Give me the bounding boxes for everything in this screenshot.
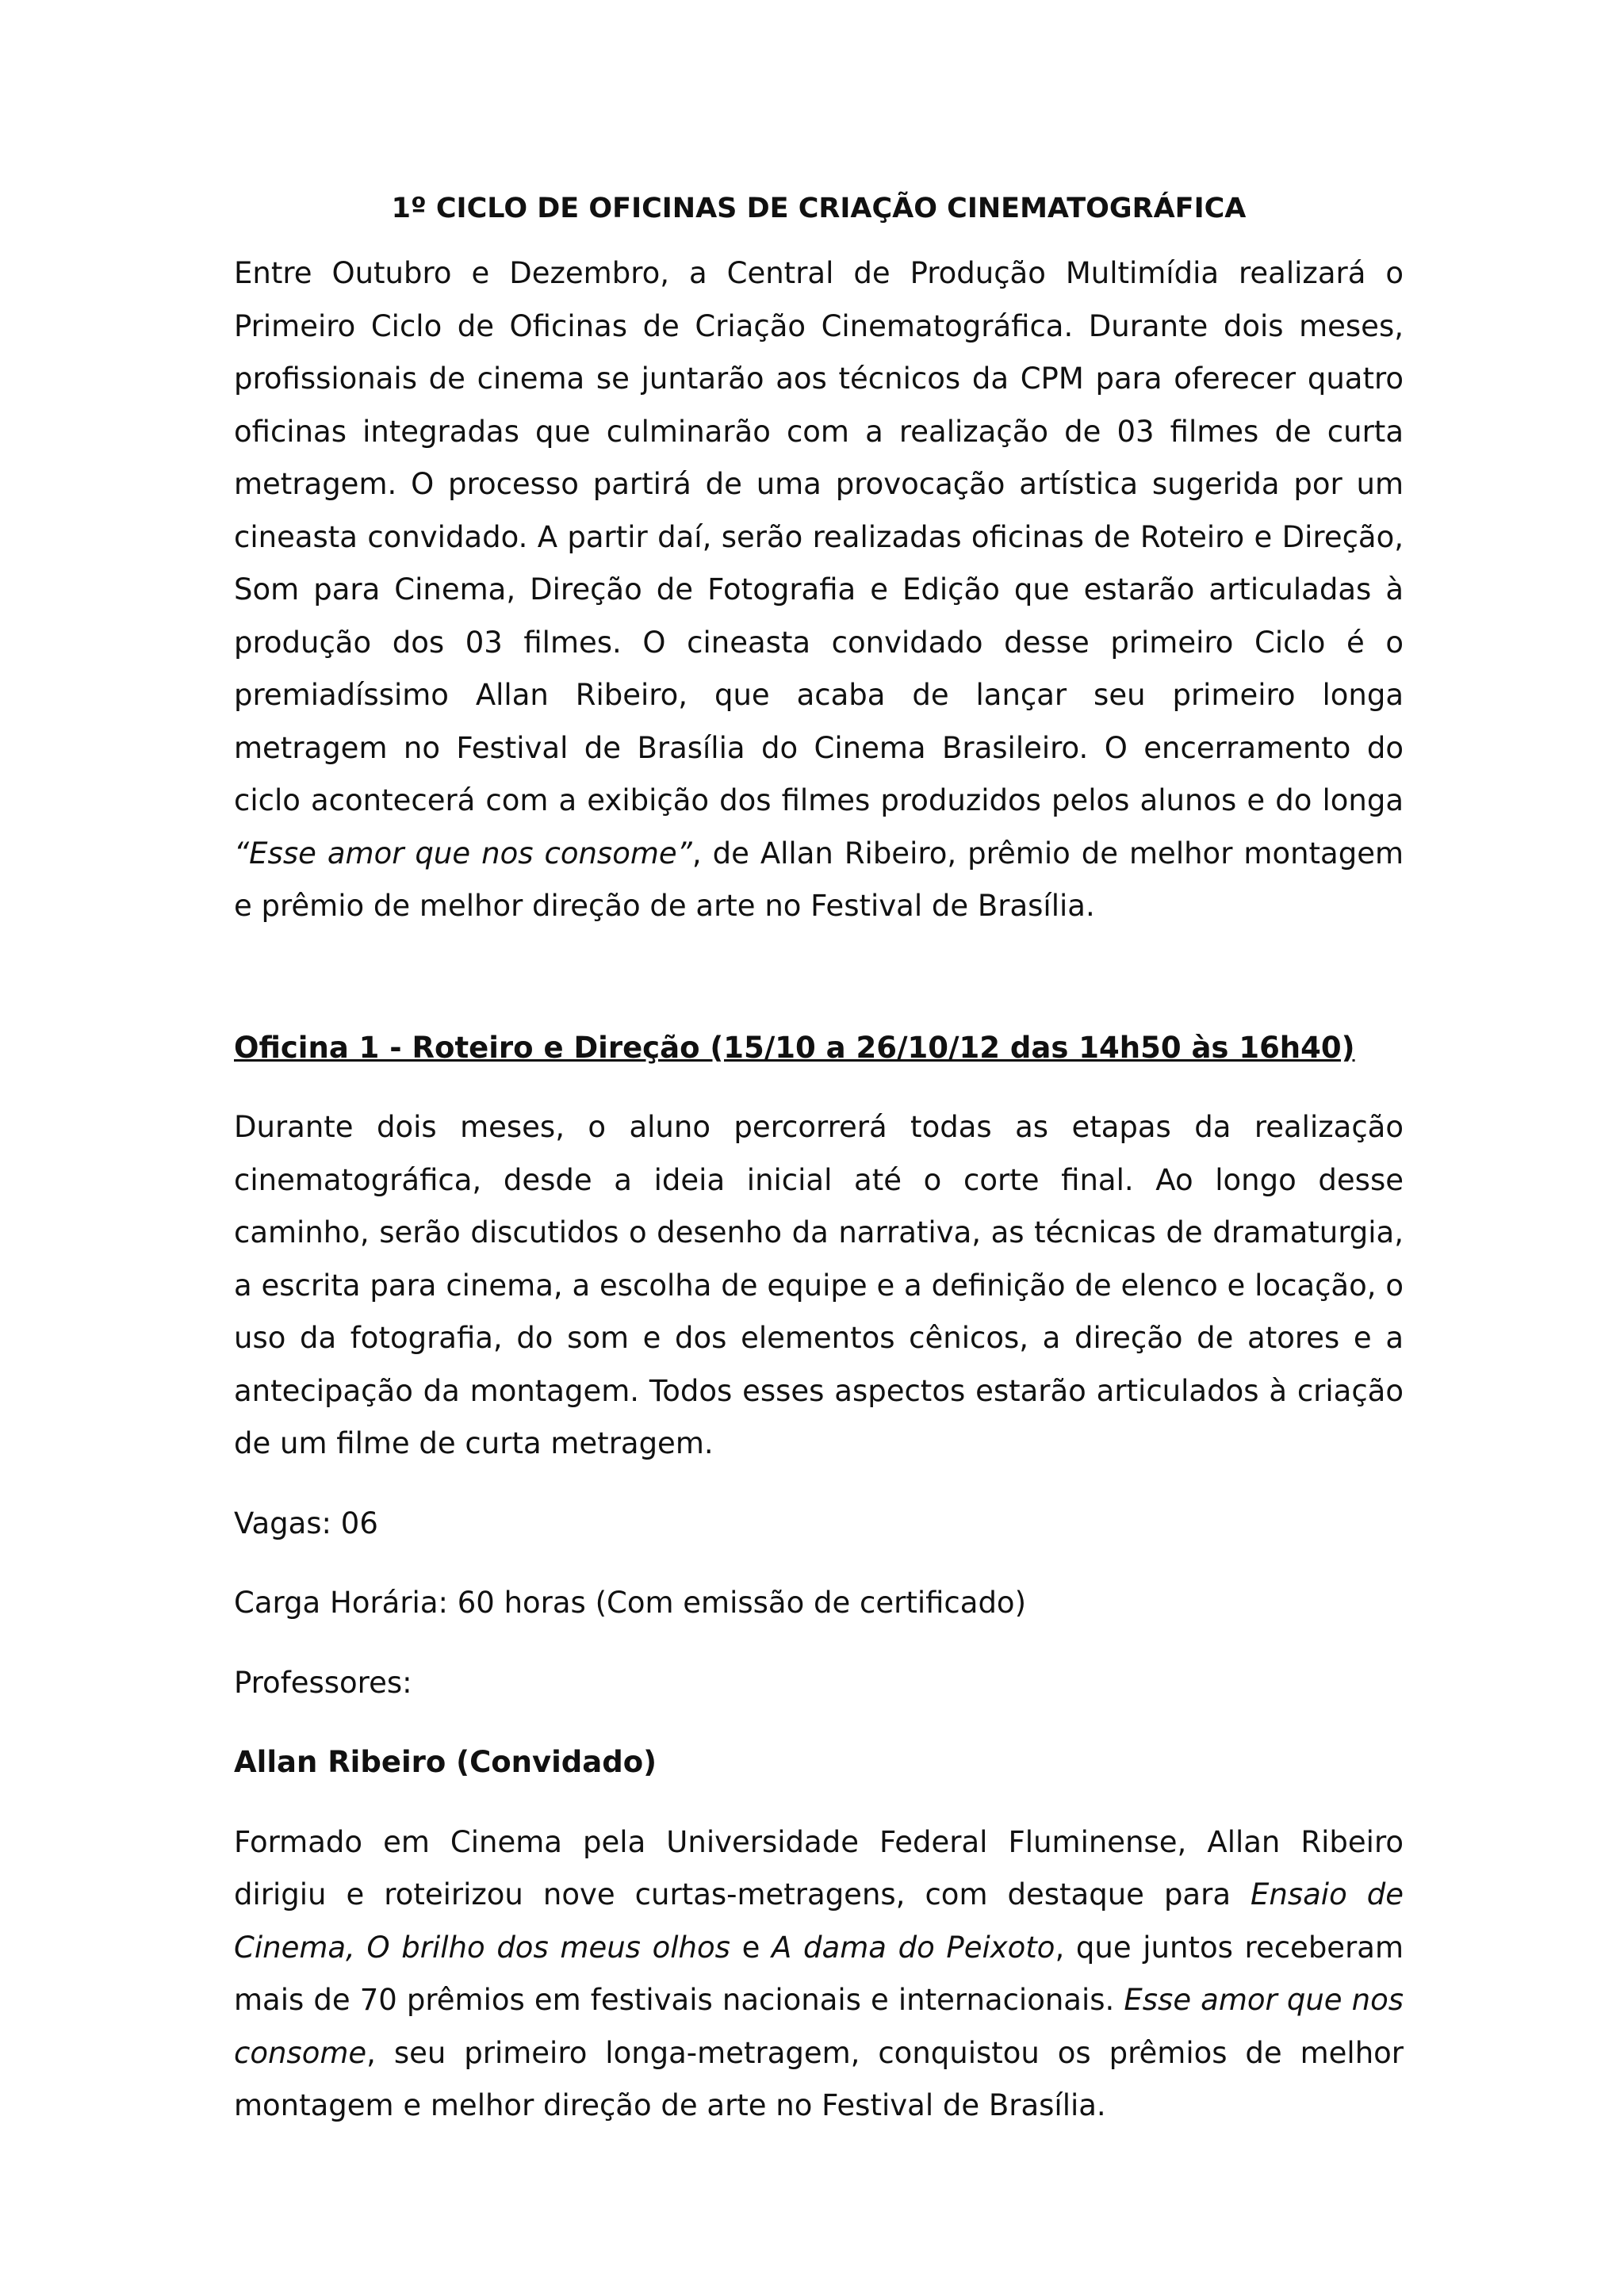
intro-paragraph xyxy=(234,247,1404,933)
oficina1-professores-label: Professores: xyxy=(234,1665,412,1700)
professor-bio xyxy=(234,1816,1404,2133)
professor-name: Allan Ribeiro (Convidado) xyxy=(234,1745,657,1779)
intro-film-title: “Esse amor que nos consome” xyxy=(234,836,692,871)
bio-text-1: Formado em Cinema pela Universidade Federal Fluminense, Allan Ribeiro dirigiu e roteirizou nove curtas-metragens, com destaque para xyxy=(234,1824,1404,1911)
bio-text-4: , seu primeiro longa-metragem, conquistou os prêmios de melhor montagem e melhor direção de arte no Festival de Brasília. xyxy=(234,2035,1404,2122)
oficina1-vagas: Vagas: 06 xyxy=(234,1506,378,1540)
document-page xyxy=(234,182,1404,2133)
bio-film-1: Ensaio de Cinema, O brilho dos meus olhos xyxy=(234,1877,1404,1965)
intro-text-part1: Entre Outubro e Dezembro, a Central de Produção Multimídia realizará o Primeiro Ciclo de Oficinas de Criação Cinematográfica. Durante dois meses, profissionais de cinema se juntarão aos técnicos da CPM para oferecer quatro oficinas integradas que culminarão com a realização de 03 filmes de curta metragem. O processo partirá de uma provocação artística sugerida por um cineasta convidado. A partir daí, serão realizadas oficinas de Roteiro e Direção, Som para Cinema, Direção de Fotografia e Edição que estarão articuladas à produção dos 03 filmes. O cineasta convidado desse primeiro Ciclo é o premiadíssimo Allan Ribeiro, que acaba de lançar seu primeiro longa metragem no Festival de Brasília do Cinema Brasileiro. O encerramento do ciclo acontecerá com a exibição dos filmes produzidos pelos alunos e do longa xyxy=(234,256,1404,817)
oficina1-heading: Oficina 1 - Roteiro e Direção (15/10 a 26/10/12 das 14h50 às 16h40) xyxy=(234,1030,1355,1065)
oficina1-carga-horaria: Carga Horária: 60 horas (Com emissão de certificado) xyxy=(234,1586,1026,1620)
document-title: 1º CICLO DE OFICINAS DE CRIAÇÃO CINEMATOGRÁFICA xyxy=(391,193,1247,224)
intro-text-part2: , de Allan Ribeiro, prêmio de melhor montagem e prêmio de melhor direção de arte no Festival de Brasília. xyxy=(234,836,1404,923)
bio-film-3: Esse amor que nos consome xyxy=(234,1983,1404,2070)
oficina1-description: Durante dois meses, o aluno percorrerá todas as etapas da realização cinematográfica, desde a ideia inicial até o corte final. Ao longo desse caminho, serão discutidos o desenho da narrativa, as técnicas de dramaturgia, a escrita para cinema, a escolha de equipe e a definição de elenco e locação, o uso da fotografia, do som e dos elementos cênicos, a direção de atores e a antecipação da montagem. Todos esses aspectos estarão articulados à criação de um filme de curta metragem. xyxy=(234,1110,1404,1460)
bio-text-3: , que juntos receberam mais de 70 prêmios em festivais nacionais e internacionais. xyxy=(234,1930,1404,2017)
bio-text-2: e xyxy=(730,1930,772,1965)
bio-film-2: A dama do Peixoto xyxy=(772,1930,1055,1965)
